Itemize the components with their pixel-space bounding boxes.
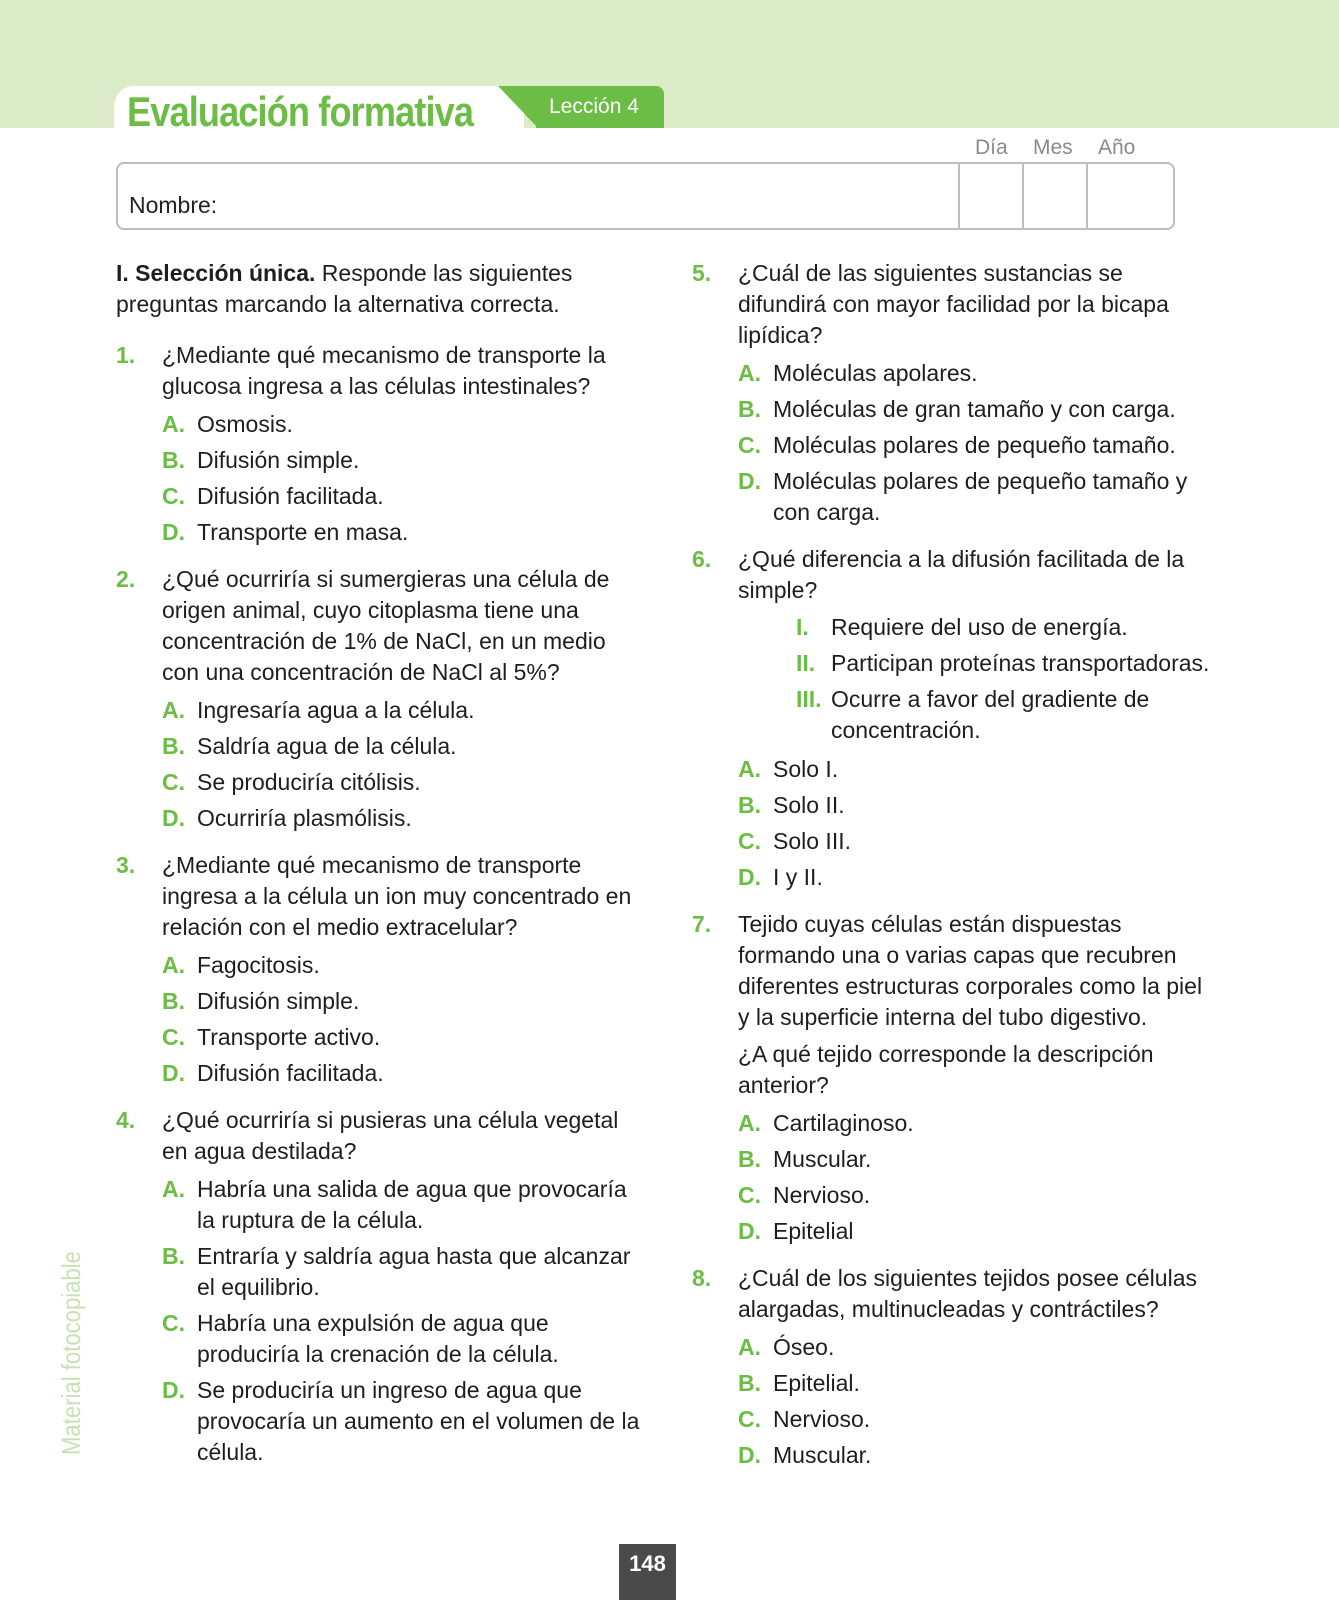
option-c[interactable]: [738, 826, 1217, 857]
option-c[interactable]: [162, 1308, 646, 1370]
option-b[interactable]: [738, 790, 1217, 821]
question-7: [692, 909, 1217, 1247]
option-d[interactable]: [162, 517, 646, 548]
option-letter: B.: [738, 396, 761, 422]
option-text: Transporte activo.: [197, 1024, 381, 1050]
instructions: [116, 258, 646, 320]
option-text: Entraría y saldría agua hasta que alcanzar el equilibrio.: [197, 1243, 631, 1300]
option-text: Osmosis.: [197, 411, 293, 437]
option-text: Cartilaginoso.: [773, 1110, 914, 1136]
page-title: Evaluación formativa: [127, 88, 474, 135]
option-a[interactable]: [162, 1174, 646, 1236]
statement-text: Ocurre a favor del gradiente de concentración.: [831, 686, 1150, 743]
question-4: [116, 1105, 646, 1468]
statement-numeral: III.: [796, 686, 822, 712]
option-c[interactable]: [162, 481, 646, 512]
option-text: Óseo.: [773, 1334, 835, 1360]
option-letter: C.: [738, 828, 761, 854]
option-text: Saldría agua de la célula.: [197, 733, 457, 759]
option-b[interactable]: [162, 986, 646, 1017]
option-text: Transporte en masa.: [197, 519, 409, 545]
option-d[interactable]: [738, 1216, 1217, 1247]
option-letter: C.: [162, 1310, 185, 1336]
question-prompt: ¿A qué tejido corresponde la descripción anterior?: [738, 1041, 1154, 1098]
option-text: Difusión facilitada.: [197, 1060, 384, 1086]
option-letter: A.: [738, 360, 761, 386]
question-text: Tejido cuyas células están dispuestas formando una o varias capas que recubren diferentes estructuras corporales como la piel y la superficie interna del tubo digestivo.: [738, 911, 1203, 1030]
option-text: Solo II.: [773, 792, 845, 818]
option-a[interactable]: [738, 1332, 1217, 1363]
option-a[interactable]: [738, 1108, 1217, 1139]
option-letter: D.: [162, 1060, 185, 1086]
question-8: [692, 1263, 1217, 1471]
photocopiable-text: Material fotocopiable: [56, 1251, 86, 1455]
option-letter: A.: [162, 1176, 185, 1202]
option-text: Habría una expulsión de agua que produciría la crenación de la célula.: [197, 1310, 559, 1367]
left-column: [116, 258, 646, 1484]
option-text: Fagocitosis.: [197, 952, 320, 978]
option-text: I y II.: [773, 864, 823, 890]
option-letter: A.: [738, 1110, 761, 1136]
question-text: ¿Cuál de las siguientes sustancias se difundirá con mayor facilidad por la bicapa lipídica?: [738, 260, 1169, 348]
option-text: Muscular.: [773, 1442, 872, 1468]
question-number: 1.: [116, 342, 136, 368]
option-letter: C.: [162, 1024, 185, 1050]
statement-numeral: II.: [796, 650, 816, 676]
option-text: Solo I.: [773, 756, 839, 782]
option-a[interactable]: [738, 754, 1217, 785]
question-text: ¿Mediante qué mecanismo de transporte ingresa a la célula un ion muy concentrado en relación con el medio extracelular?: [162, 852, 632, 940]
option-text: Difusión simple.: [197, 988, 360, 1014]
option-text: Nervioso.: [773, 1406, 871, 1432]
option-letter: C.: [738, 432, 761, 458]
option-text: Moléculas de gran tamaño y con carga.: [773, 396, 1176, 422]
option-text: Habría una salida de agua que provocaría la ruptura de la célula.: [197, 1176, 627, 1233]
question-number: 7.: [692, 911, 712, 937]
option-letter: B.: [738, 1370, 761, 1396]
name-label: Nombre:: [129, 192, 218, 218]
option-c[interactable]: [738, 1180, 1217, 1211]
option-text: Muscular.: [773, 1146, 872, 1172]
option-letter: A.: [738, 1334, 761, 1360]
option-letter: D.: [162, 805, 185, 831]
option-letter: D.: [162, 519, 185, 545]
option-letter: D.: [162, 1377, 185, 1403]
statement-text: Requiere del uso de energía.: [831, 614, 1128, 640]
option-c[interactable]: [162, 767, 646, 798]
option-letter: C.: [162, 769, 185, 795]
question-text: ¿Qué diferencia a la difusión facilitada de la simple?: [738, 546, 1185, 603]
option-text: Ingresaría agua a la célula.: [197, 697, 475, 723]
question-number: 5.: [692, 260, 712, 286]
option-letter: B.: [162, 1243, 185, 1269]
question-text: ¿Qué ocurriría si pusieras una célula vegetal en agua destilada?: [162, 1107, 619, 1164]
question-2: [116, 564, 646, 834]
option-a[interactable]: [162, 950, 646, 981]
option-letter: C.: [738, 1406, 761, 1432]
option-letter: B.: [162, 733, 185, 759]
option-d[interactable]: [162, 803, 646, 834]
date-divider: [958, 164, 960, 228]
day-label: Día: [975, 136, 1008, 159]
option-text: Nervioso.: [773, 1182, 871, 1208]
lesson-label: Lección 4: [549, 95, 639, 118]
option-text: Se produciría citólisis.: [197, 769, 421, 795]
question-3: [116, 850, 646, 1089]
photocopiable-label: [56, 1095, 87, 1455]
option-b[interactable]: [738, 1368, 1217, 1399]
right-column: [692, 258, 1217, 1487]
option-c[interactable]: [162, 1022, 646, 1053]
question-number: 2.: [116, 566, 136, 592]
statement-numeral: I.: [796, 614, 809, 640]
option-letter: A.: [162, 697, 185, 723]
option-letter: C.: [162, 483, 185, 509]
option-a[interactable]: [162, 409, 646, 440]
page-number: 148: [629, 1551, 666, 1576]
option-d[interactable]: [738, 466, 1217, 528]
statement-iii: [796, 684, 1217, 746]
option-letter: D.: [738, 468, 761, 494]
option-letter: A.: [738, 756, 761, 782]
option-b[interactable]: [738, 394, 1217, 425]
option-letter: B.: [738, 1146, 761, 1172]
option-text: Difusión simple.: [197, 447, 360, 473]
month-label: Mes: [1033, 136, 1073, 159]
option-letter: A.: [162, 952, 185, 978]
option-letter: B.: [738, 792, 761, 818]
option-c[interactable]: [738, 1404, 1217, 1435]
option-text: Solo III.: [773, 828, 851, 854]
statement-i: [796, 612, 1217, 643]
option-d[interactable]: [162, 1058, 646, 1089]
year-label: Año: [1098, 136, 1136, 159]
option-text: Epitelial.: [773, 1370, 860, 1396]
question-number: 6.: [692, 546, 712, 572]
option-letter: D.: [738, 1442, 761, 1468]
option-a[interactable]: [162, 695, 646, 726]
statement-ii: [796, 648, 1217, 679]
option-text: Se produciría un ingreso de agua que provocaría un aumento en el volumen de la célula.: [197, 1377, 640, 1465]
question-1: [116, 340, 646, 548]
option-b[interactable]: [162, 1241, 646, 1303]
statement-text: Participan proteínas transportadoras.: [831, 650, 1210, 676]
option-c[interactable]: [738, 430, 1217, 461]
option-text: Difusión facilitada.: [197, 483, 384, 509]
option-text: Epitelial: [773, 1218, 854, 1244]
option-d[interactable]: [738, 862, 1217, 893]
option-letter: D.: [738, 864, 761, 890]
option-d[interactable]: [738, 1440, 1217, 1471]
option-d[interactable]: [162, 1375, 646, 1468]
question-number: 8.: [692, 1265, 712, 1291]
question-number: 4.: [116, 1107, 136, 1133]
question-6: [692, 544, 1217, 893]
instructions-title: I. Selección única.: [116, 260, 316, 286]
option-letter: B.: [162, 988, 185, 1014]
option-letter: D.: [738, 1218, 761, 1244]
date-divider: [1022, 164, 1024, 228]
instructions-text: Responde las siguientes preguntas marcando la alternativa correcta.: [116, 260, 573, 317]
option-text: Moléculas polares de pequeño tamaño y con carga.: [773, 468, 1188, 525]
name-field[interactable]: [116, 162, 1175, 230]
option-a[interactable]: [738, 358, 1217, 389]
option-text: Moléculas apolares.: [773, 360, 978, 386]
option-text: Moléculas polares de pequeño tamaño.: [773, 432, 1176, 458]
option-b[interactable]: [162, 445, 646, 476]
question-5: [692, 258, 1217, 528]
option-letter: B.: [162, 447, 185, 473]
option-b[interactable]: [738, 1144, 1217, 1175]
date-divider: [1086, 164, 1088, 228]
option-letter: A.: [162, 411, 185, 437]
option-b[interactable]: [162, 731, 646, 762]
question-text: ¿Mediante qué mecanismo de transporte la glucosa ingresa a las células intestinales?: [162, 342, 606, 399]
option-letter: C.: [738, 1182, 761, 1208]
question-number: 3.: [116, 852, 136, 878]
question-text: ¿Qué ocurriría si sumergieras una célula de origen animal, cuyo citoplasma tiene una concentración de 1% de NaCl, en un medio con una concentración de NaCl al 5%?: [162, 566, 610, 685]
option-text: Ocurriría plasmólisis.: [197, 805, 412, 831]
question-text: ¿Cuál de los siguientes tejidos posee células alargadas, multinucleadas y contráctiles?: [738, 1265, 1197, 1322]
